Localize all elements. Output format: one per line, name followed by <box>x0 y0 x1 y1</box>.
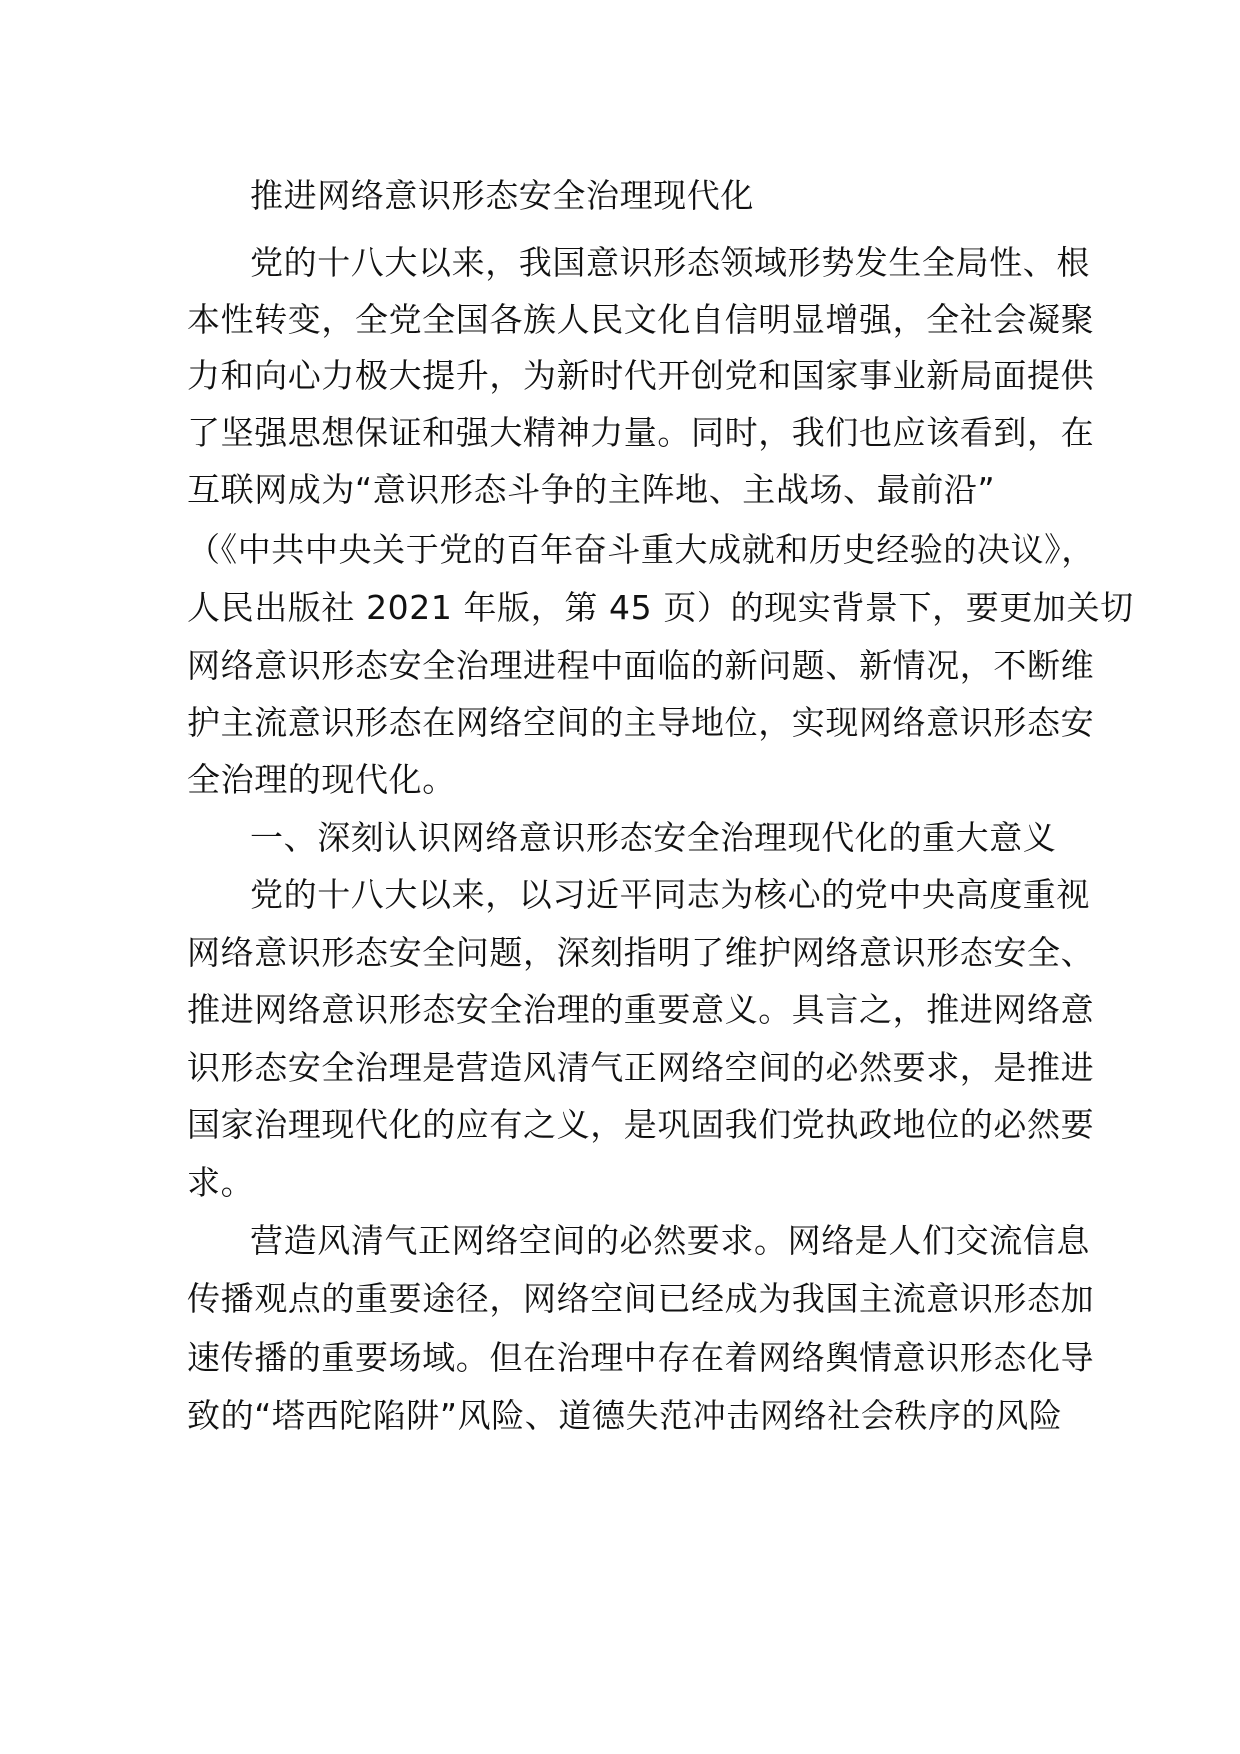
paragraph-line: 本性转变，全党全国各族人民文化自信明显增强，全社会凝聚 <box>187 300 1095 339</box>
paragraph-line: 党的十八大以来，我国意识形态领域形势发生全局性、根 <box>250 243 1090 282</box>
paragraph-line: 营造风清气正网络空间的必然要求。网络是人们交流信息 <box>250 1221 1090 1260</box>
paragraph-line: 速传播的重要场域。但在治理中存在着网络舆情意识形态化导 <box>187 1338 1095 1377</box>
paragraph-line: 全治理的现代化。 <box>187 760 456 799</box>
paragraph-line: 识形态安全治理是营造风清气正网络空间的必然要求，是推进 <box>187 1048 1095 1087</box>
paragraph-line: 网络意识形态安全治理进程中面临的新问题、新情况，不断维 <box>187 646 1095 685</box>
section-heading: 一、深刻认识网络意识形态安全治理现代化的重大意义 <box>250 818 1057 857</box>
paragraph-line: 了坚强思想保证和强大精神力量。同时，我们也应该看到，在 <box>187 413 1095 452</box>
paragraph-line: 力和向心力极大提升，为新时代开创党和国家事业新局面提供 <box>187 356 1095 395</box>
paragraph-line: 传播观点的重要途径，网络空间已经成为我国主流意识形态加 <box>187 1279 1095 1318</box>
paragraph-line: （《中共中央关于党的百年奋斗重大成就和历史经验的决议》， <box>187 530 1095 569</box>
paragraph-line: 国家治理现代化的应有之义，是巩固我们党执政地位的必然要 <box>187 1105 1095 1144</box>
paragraph-line: 互联网成为“意识形态斗争的主阵地、主战场、最前沿” <box>187 470 996 509</box>
paragraph-line: 网络意识形态安全问题，深刻指明了维护网络意识形态安全、 <box>187 933 1095 972</box>
paragraph-line: 推进网络意识形态安全治理的重要意义。具言之，推进网络意 <box>187 990 1095 1029</box>
paragraph-line: 致的“塔西陀陷阱”风险、道德失范冲击网络社会秩序的风险 <box>187 1396 1063 1435</box>
paragraph-line: 人民出版社 2021 年版，第 45 页）的现实背景下，要更加关切 <box>187 588 1134 627</box>
document-title: 推进网络意识形态安全治理现代化 <box>250 176 754 215</box>
paragraph-line: 党的十八大以来，以习近平同志为核心的党中央高度重视 <box>250 875 1090 914</box>
paragraph-line: 护主流意识形态在网络空间的主导地位，实现网络意识形态安 <box>187 703 1095 742</box>
paragraph-line: 求。 <box>187 1163 255 1202</box>
